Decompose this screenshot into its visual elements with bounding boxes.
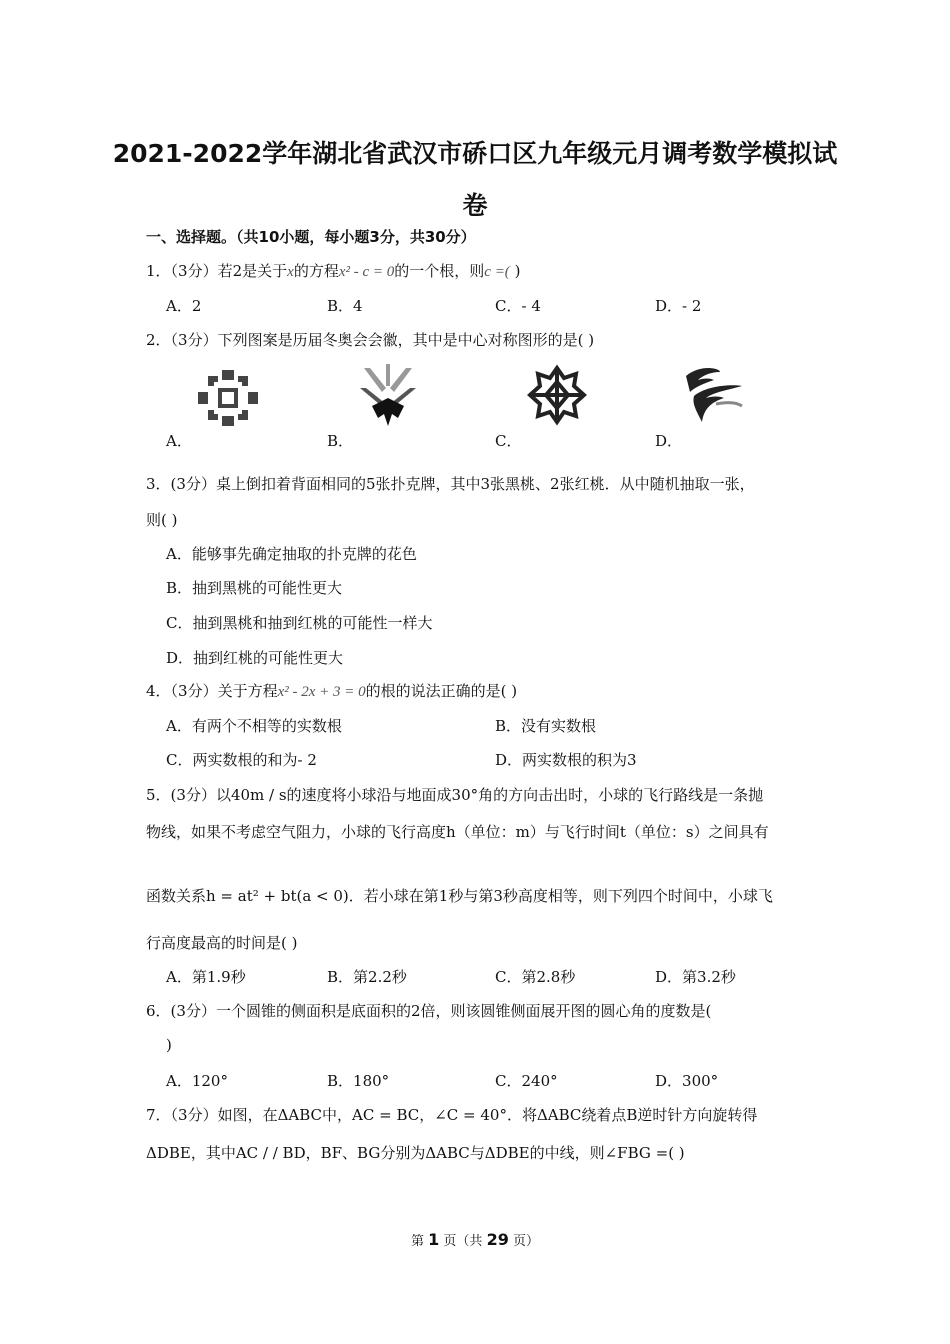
q2-option-c[interactable]: C． [495,432,522,450]
footer-total-pages: 29 [486,1230,509,1249]
q6-option-c[interactable]: C．240° [495,1072,558,1090]
q1-equation: x² - c = 0 [338,264,395,280]
q1-text-c: 的一个根，则 [394,262,485,280]
footer-post: 页） [512,1234,539,1249]
q3-option-d[interactable]: D．抽到红桃的可能性更大 [166,649,344,667]
q1-option-c[interactable]: C．- 4 [495,297,541,315]
q5-option-a[interactable]: A．第1.9秒 [166,968,246,986]
q1-text-d: ) [509,262,521,280]
q4-option-d[interactable]: D．两实数根的积为3 [495,751,637,769]
footer-page-number: 1 [428,1230,440,1249]
q6-option-d[interactable]: D．300° [655,1072,719,1090]
question-5-cont-3: 行高度最高的时间是( ) [146,934,298,952]
q6-option-a[interactable]: A．120° [166,1072,228,1090]
footer-mid: 页（共 [443,1234,483,1249]
question-3-cont: 则( ) [146,511,178,529]
footer-pre: 第 [410,1234,424,1249]
q4-option-a[interactable]: A．有两个不相等的实数根 [166,717,342,735]
page-title-cont: 卷 [462,191,488,220]
q4-option-b[interactable]: B．没有实数根 [495,717,597,735]
q5-option-c[interactable]: C．第2.8秒 [495,968,576,986]
emblem-b-icon [356,362,420,428]
q1-var-c: c =( [484,264,510,280]
q4-equation: x² - 2x + 3 = 0 [277,684,366,700]
q5-option-d[interactable]: D．第3.2秒 [655,968,736,986]
question-4 [146,680,517,701]
q4-text-b: 的根的说法正确的是( ) [365,682,518,700]
section-heading: 一、选择题。（共10小题，每小题3分，共30分） [146,228,476,246]
q4-text-a: 4．（3分）关于方程 [146,682,278,700]
q2-option-a[interactable]: A． [166,432,192,450]
question-1 [146,260,520,281]
q2-option-b[interactable]: B． [327,432,354,450]
question-7-cont: ΔDBE，其中AC / / BD，BF、BG分别为ΔABC与ΔDBE的中线，则∠FBG =( ) [146,1144,685,1162]
question-5-cont-2: 函数关系h = at² + bt(a < 0)．若小球在第1秒与第3秒高度相等，则下列四个时间中，小球飞 [146,887,773,905]
q3-option-a[interactable]: A．能够事先确定抽取的扑克牌的花色 [166,545,417,563]
q1-option-d[interactable]: D．- 2 [655,297,702,315]
q2-option-d[interactable]: D． [655,432,683,450]
q4-option-c[interactable]: C．两实数根的和为- 2 [166,751,317,769]
emblem-a-icon [196,368,260,428]
page-title: 2021-2022学年湖北省武汉市硚口区九年级元月调考数学模拟试 [112,139,838,168]
q3-option-b[interactable]: B．抽到黑桃的可能性更大 [166,579,343,597]
question-6-cont: ) [166,1036,172,1054]
q1-text-b: 的方程 [293,262,339,280]
question-2: 2．（3分）下列图案是历届冬奥会会徽，其中是中心对称图形的是( ) [146,331,595,349]
q1-var-x: x [287,264,294,280]
q3-option-c[interactable]: C．抽到黑桃和抽到红桃的可能性一样大 [166,614,433,632]
page-footer [0,1230,950,1249]
emblem-d-icon [680,362,746,428]
q1-option-a[interactable]: A．2 [166,297,202,315]
q6-option-b[interactable]: B．180° [327,1072,390,1090]
question-3: 3．(3分）桌上倒扣着背面相同的5张扑克牌，其中3张黑桃、2张红桃．从中随机抽取一张， [146,475,755,493]
emblem-c-icon [526,364,588,426]
q1-option-b[interactable]: B．4 [327,297,363,315]
question-6: 6．(3分）一个圆锥的侧面积是底面积的2倍，则该圆锥侧面展开图的圆心角的度数是( [146,1002,712,1020]
question-5: 5．(3分）以40m / s的速度将小球沿与地面成30°角的方向击出时，小球的飞行路线是一条抛 [146,786,764,804]
question-5-cont-1: 物线，如果不考虑空气阻力，小球的飞行高度h（单位：m）与飞行时间t（单位：s）之间具有 [146,823,769,841]
question-7: 7．（3分）如图，在ΔABC中，AC = BC，∠C = 40°．将ΔABC绕着点B逆时针方向旋转得 [146,1106,758,1124]
q5-option-b[interactable]: B．第2.2秒 [327,968,407,986]
q1-text-a: 1．（3分）若2是关于 [146,262,288,280]
